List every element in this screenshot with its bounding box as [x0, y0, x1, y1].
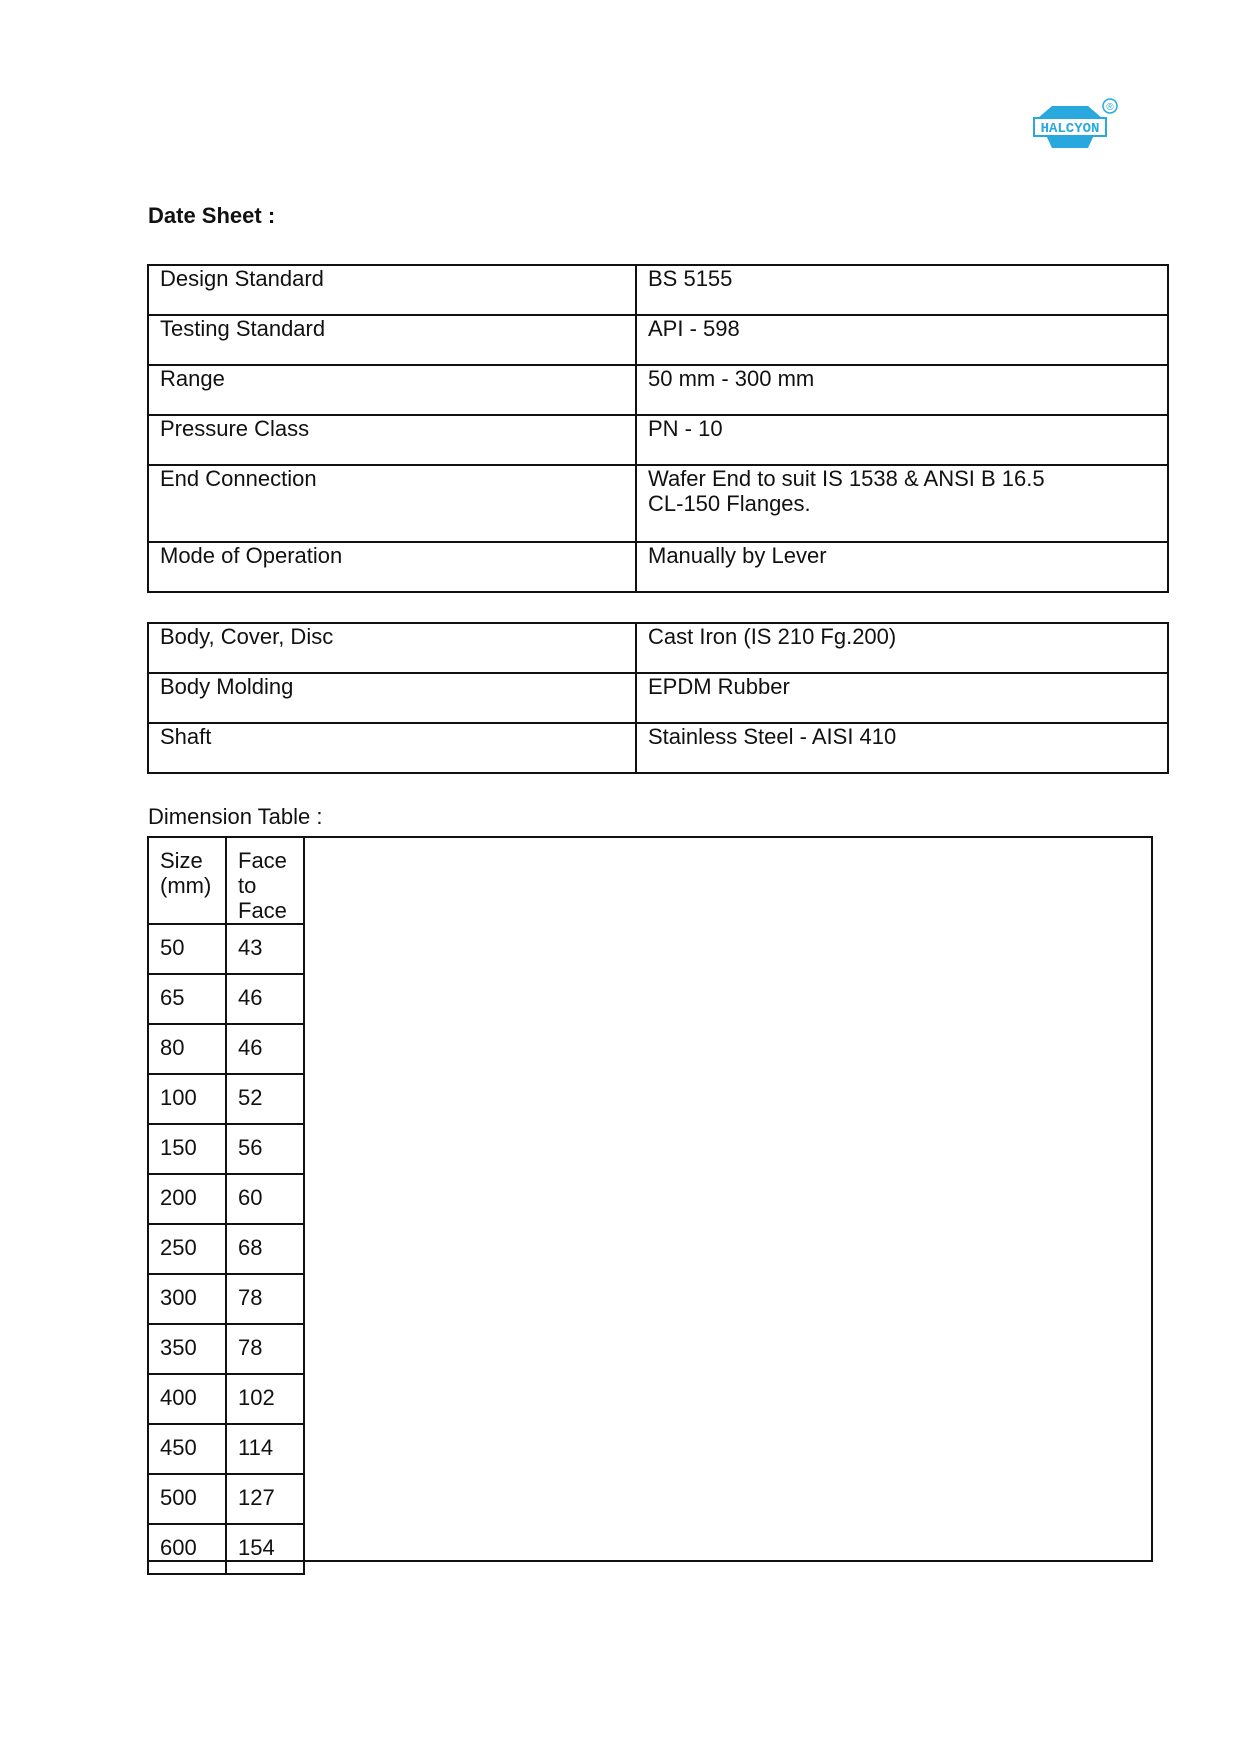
- size-cell: 500: [148, 1474, 226, 1524]
- table-row: [148, 1274, 304, 1324]
- spec-table-standards: [147, 264, 1169, 593]
- size-cell: 350: [148, 1324, 226, 1374]
- halcyon-logo: [1030, 98, 1120, 168]
- face-to-face-header: [226, 837, 304, 924]
- dimension-table: [147, 836, 305, 1575]
- size-cell: 450: [148, 1424, 226, 1474]
- table-row: [148, 1074, 304, 1124]
- table-row: [148, 673, 1168, 723]
- table-row: [148, 1174, 304, 1224]
- size-cell: 300: [148, 1274, 226, 1324]
- table-row: [148, 265, 1168, 315]
- size-cell: 80: [148, 1024, 226, 1074]
- ftf-cell: 102: [226, 1374, 304, 1424]
- size-header-line2: (mm): [160, 873, 212, 898]
- size-cell: 400: [148, 1374, 226, 1424]
- ftf-cell: 46: [226, 1024, 304, 1074]
- table-row: [148, 1124, 304, 1174]
- spec-value: Cast Iron (IS 210 Fg.200): [636, 623, 1168, 673]
- table-row: [148, 1374, 304, 1424]
- table-row: [148, 1324, 304, 1374]
- spec-value: BS 5155: [636, 265, 1168, 315]
- ftf-cell: 43: [226, 924, 304, 974]
- ftf-cell: 46: [226, 974, 304, 1024]
- table-row: [148, 365, 1168, 415]
- spec-label: Body Molding: [148, 673, 636, 723]
- svg-text:®: ®: [1106, 102, 1114, 113]
- ftf-cell: 78: [226, 1324, 304, 1374]
- table-row: [148, 974, 304, 1024]
- size-cell: 600: [148, 1524, 226, 1574]
- table-row: [148, 623, 1168, 673]
- spec-label: Testing Standard: [148, 315, 636, 365]
- table-row: [148, 924, 304, 974]
- spec-label: Range: [148, 365, 636, 415]
- ftf-cell: 68: [226, 1224, 304, 1274]
- spec-value: [636, 465, 1168, 542]
- spec-value-line1: Wafer End to suit IS 1538 & ANSI B 16.5: [648, 466, 1045, 491]
- size-cell: 150: [148, 1124, 226, 1174]
- table-row: [148, 415, 1168, 465]
- table-row: [148, 1524, 304, 1574]
- ftf-cell: 154: [226, 1524, 304, 1574]
- spec-label: Shaft: [148, 723, 636, 773]
- spec-value: Manually by Lever: [636, 542, 1168, 592]
- spec-label: End Connection: [148, 465, 636, 542]
- table-row: [148, 723, 1168, 773]
- size-header-line1: Size: [160, 848, 203, 873]
- spec-value-line2: CL-150 Flanges.: [648, 491, 811, 516]
- ftf-cell: 78: [226, 1274, 304, 1324]
- ftf-cell: 56: [226, 1124, 304, 1174]
- spec-value: EPDM Rubber: [636, 673, 1168, 723]
- size-cell: 65: [148, 974, 226, 1024]
- spec-value: Stainless Steel - AISI 410: [636, 723, 1168, 773]
- table-row: [148, 1024, 304, 1074]
- size-cell: 50: [148, 924, 226, 974]
- logo-text: HALCYON: [1040, 121, 1100, 137]
- table-row: [148, 1424, 304, 1474]
- ftf-header-line2: Face: [238, 898, 287, 923]
- table-row: [148, 542, 1168, 592]
- spec-label: Pressure Class: [148, 415, 636, 465]
- dimension-table-label: Dimension Table :: [148, 804, 323, 829]
- spec-table-materials: [147, 622, 1169, 774]
- spec-label: Body, Cover, Disc: [148, 623, 636, 673]
- ftf-header-line1: Face to: [238, 848, 287, 898]
- table-row: [148, 1224, 304, 1274]
- table-row: [148, 1474, 304, 1524]
- spec-label: Design Standard: [148, 265, 636, 315]
- ftf-cell: 127: [226, 1474, 304, 1524]
- size-cell: 200: [148, 1174, 226, 1224]
- spec-label: Mode of Operation: [148, 542, 636, 592]
- spec-value: 50 mm - 300 mm: [636, 365, 1168, 415]
- table-header-row: [148, 837, 304, 924]
- ftf-cell: 60: [226, 1174, 304, 1224]
- ftf-cell: 114: [226, 1424, 304, 1474]
- size-cell: 100: [148, 1074, 226, 1124]
- size-cell: 250: [148, 1224, 226, 1274]
- ftf-cell: 52: [226, 1074, 304, 1124]
- table-row: [148, 315, 1168, 365]
- spec-value: PN - 10: [636, 415, 1168, 465]
- spec-value: API - 598: [636, 315, 1168, 365]
- page-heading: Date Sheet :: [148, 203, 276, 228]
- size-header: [148, 837, 226, 924]
- table-row: [148, 465, 1168, 542]
